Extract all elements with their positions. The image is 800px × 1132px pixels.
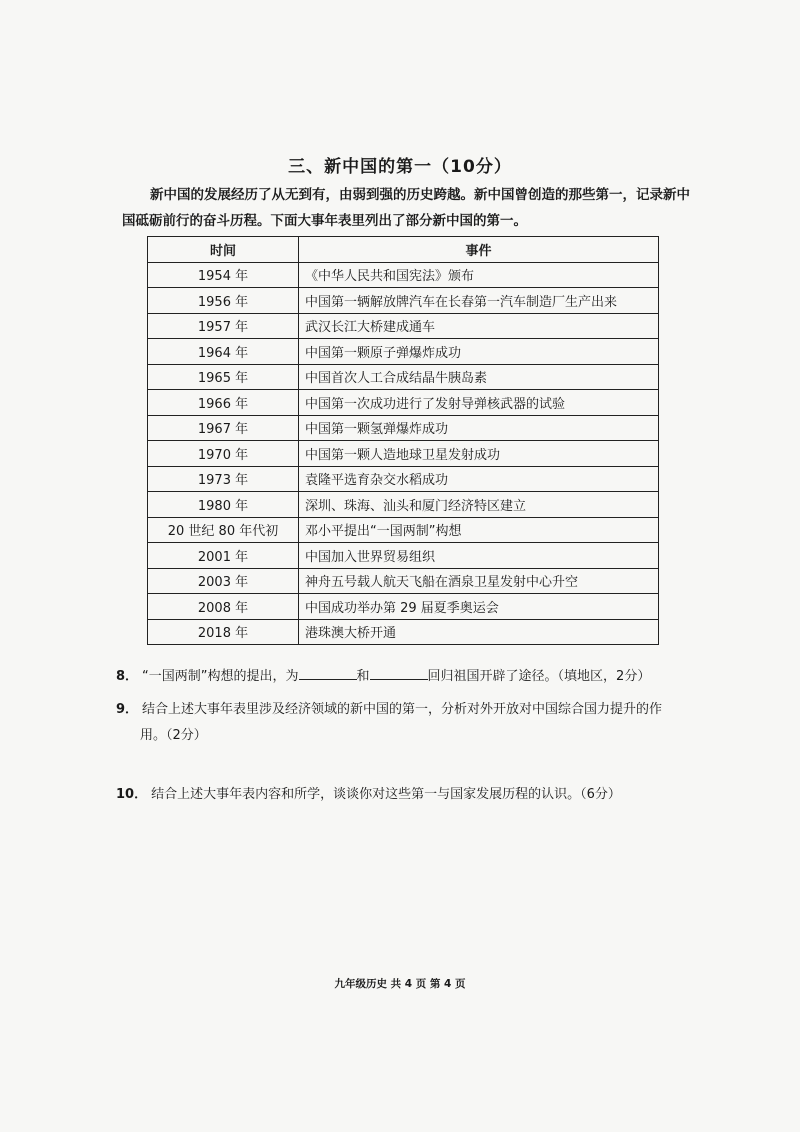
table-row	[148, 492, 659, 518]
row-time: 1964 年	[148, 339, 299, 365]
row-event: 中国第一辆解放牌汽车在长春第一汽车制造厂生产出来	[299, 288, 659, 314]
table-row	[148, 441, 659, 467]
row-event: 中国成功举办第 29 届夏季奥运会	[299, 594, 659, 620]
row-event: 袁隆平选育杂交水稻成功	[299, 466, 659, 492]
table-row	[148, 466, 659, 492]
question-text: 结合上述大事年表内容和所学，谈谈你对这些第一与国家发展历程的认识。（6分）	[151, 787, 621, 802]
row-time: 1966 年	[148, 390, 299, 416]
table-row	[148, 594, 659, 620]
question-number: 10．	[116, 787, 148, 802]
table-row	[148, 517, 659, 543]
row-time: 1970 年	[148, 441, 299, 467]
table-row	[148, 390, 659, 416]
table-row	[148, 364, 659, 390]
row-event: 深圳、珠海、汕头和厦门经济特区建立	[299, 492, 659, 518]
answer-blank-2[interactable]	[370, 665, 428, 680]
row-event: 神舟五号载人航天飞船在酒泉卫星发射中心升空	[299, 568, 659, 594]
row-event: 中国第一颗氢弹爆炸成功	[299, 415, 659, 441]
row-time: 1956 年	[148, 288, 299, 314]
section-intro: 新中国的发展经历了从无到有，由弱到强的历史跨越。新中国曾创造的那些第一，记录新中国砥砺前行的奋斗历程。下面大事年表里列出了部分新中国的第一。	[122, 187, 690, 229]
answer-blank-1[interactable]	[299, 665, 357, 680]
question-text: 结合上述大事年表里涉及经济领域的新中国的第一，分析对外开放对中国综合国力提升的作	[142, 702, 663, 717]
row-event: 邓小平提出“一国两制”构想	[299, 517, 659, 543]
question-10	[116, 782, 696, 808]
row-event: 武汉长江大桥建成通车	[299, 313, 659, 339]
row-event: 《中华人民共和国宪法》颁布	[299, 262, 659, 288]
row-time: 2008 年	[148, 594, 299, 620]
row-event: 中国第一颗人造地球卫星发射成功	[299, 441, 659, 467]
row-time: 1965 年	[148, 364, 299, 390]
row-time: 2003 年	[148, 568, 299, 594]
header-event: 事件	[299, 237, 659, 263]
question-text: 回归祖国开辟了途径。（填地区，2分）	[427, 669, 651, 684]
question-text-cont: 用。（2分）	[140, 728, 207, 743]
row-time: 2018 年	[148, 619, 299, 645]
question-text: 和	[356, 669, 370, 684]
row-time: 1967 年	[148, 415, 299, 441]
table-row	[148, 619, 659, 645]
row-time: 20 世纪 80 年代初	[148, 517, 299, 543]
row-event: 中国首次人工合成结晶牛胰岛素	[299, 364, 659, 390]
row-time: 2001 年	[148, 543, 299, 569]
row-event: 中国加入世界贸易组织	[299, 543, 659, 569]
table-row	[148, 313, 659, 339]
question-8	[116, 664, 696, 690]
question-9	[116, 697, 696, 749]
row-time: 1980 年	[148, 492, 299, 518]
question-number: 8．	[116, 669, 139, 684]
row-event: 中国第一颗原子弹爆炸成功	[299, 339, 659, 365]
table-row	[148, 568, 659, 594]
page-footer: 九年级历史 共 4 页 第 4 页	[334, 978, 466, 990]
table-header-row	[148, 237, 659, 263]
events-table	[147, 236, 659, 645]
table-row	[148, 543, 659, 569]
header-time: 时间	[148, 237, 299, 263]
row-event: 港珠澳大桥开通	[299, 619, 659, 645]
table-row	[148, 339, 659, 365]
row-time: 1973 年	[148, 466, 299, 492]
question-text: “一国两制”构想的提出，为	[142, 669, 299, 684]
row-time: 1957 年	[148, 313, 299, 339]
table-row	[148, 288, 659, 314]
row-event: 中国第一次成功进行了发射导弹核武器的试验	[299, 390, 659, 416]
question-number: 9．	[116, 702, 139, 717]
section-title: 三、新中国的第一（10分）	[288, 157, 512, 177]
table-row	[148, 415, 659, 441]
table-row	[148, 262, 659, 288]
row-time: 1954 年	[148, 262, 299, 288]
